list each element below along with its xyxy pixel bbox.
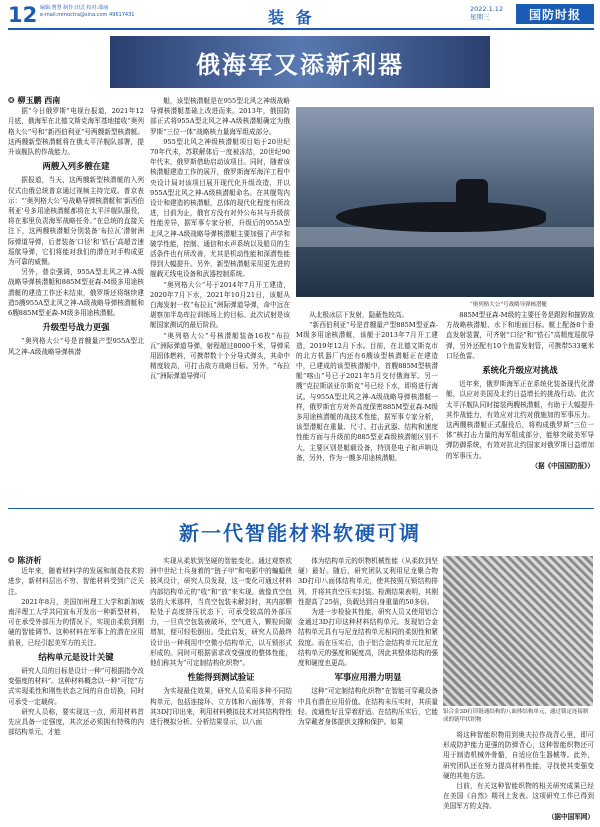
article2-subhead-1: 结构单元是设计关键 [38, 651, 114, 662]
editor-line: e-mail:mmoctra@sina.com 49617431 [40, 12, 135, 18]
submarine-hull [336, 202, 546, 232]
editor-line: 编辑:曹慧 制作:田式 校对:邵丽 [40, 5, 109, 11]
date-text: 2022.1.12 [470, 5, 504, 13]
paragraph: 将这种智能织物用到奥夫拉作战背心里，即可形成防护能力更强的防弹背心，这种智能织物还可用于制造机械外骨骼，自适应仿生器械等。此外，研究团队还在努力提高材料性能，寻找使其变强变硬的其他方法。 [443, 731, 594, 780]
paragraph: 艇，该型核潜艇是在955型北风之神级战略导弹核潜艇基础上改进而来。2013年，俄国防部正式将955A型北风之神-A级核潜艇确定为俄罗斯“三位一体”战略核力量海军组成部分。 [150, 97, 290, 136]
article2-subhead-2: 性能得到测试验证 [187, 672, 255, 683]
section-title: 装 备 [268, 8, 315, 27]
paragraph: 从北极冰层下发射，隐蔽性较高。 [309, 311, 409, 319]
article1-title: 俄海军又添新利器 [196, 50, 404, 79]
article1-column-2 [150, 96, 290, 382]
paragraph: 为实现最佳效果，研究人员采用多种不同结构单元，包括连接环、立方体和八面体等，并将其3D打印出来，利用材料模拟技术对其结构特性进行模拟分析。分析结果显示，以八面 [150, 687, 292, 727]
article2-byline: ❂ 陈济析 [8, 556, 42, 565]
article2-title: 新一代智能材料软硬可调 [179, 520, 421, 545]
newspaper-logo: 国防时报 [516, 4, 594, 24]
article1-subhead-2: 升级型号战力更强 [42, 322, 110, 333]
article2-column-2 [150, 556, 292, 727]
page-number: 12 [8, 3, 38, 27]
paragraph: “奥列格大公”号是首艘量产型955A型北风之神-A级战略导弹核潜 [8, 337, 144, 356]
article2-column-1 [8, 556, 144, 737]
paragraph: 研究人员称，要实现这一点，所用材料首先应具备一定强度，其次还必须拥有特殊的内部结构单元，才能 [8, 707, 144, 737]
article1-title-banner [110, 36, 490, 88]
article1-source: （据《中国国防报》） [531, 461, 594, 470]
paragraph: 近年来，随着材料学的发展和制造技术的进步，新材料层出不穷，智能材料受到广泛关注。 [8, 567, 144, 596]
article1-byline: ❂ 柳玉鹏 西南 [8, 96, 61, 105]
paragraph: 这种“可定制结构化织物”在智能可穿戴设备中具有潜在应用价值。在结构未压实时，其质量轻、流通性好且穿着舒适。在结构压实后，它能为穿戴者身体提供支撑和保护。如果 [298, 687, 438, 727]
paragraph: 近年来，俄罗斯海军正在系统化装备现代化潜艇，以应对美国及北约日益增长的挑战行动。此次太平洋舰队同时接装两艘核潜艇，有助于大幅提升其作战能力，有效应对北约对俄施加的军事压力。这两艘核潜艇正式服役后，将构成俄罗斯“三位一体”核打击力量的海军组成部分，能够突破美军导弹防御系统，有效对抗北约国家对俄罗斯日益增加的军事压力。 [446, 380, 594, 460]
header-rule [8, 28, 594, 30]
paragraph: 体为结构单元的织物机械性能（从柔软到坚硬）最好。随后，研究团队又利用尼龙聚合物3D打印八面体结构单元，使其按照互锁结构排列，并将其真空压实封装。检测结果表明，其刚性提高了25倍，负载达到自身重量的50多倍。 [298, 557, 438, 606]
paragraph: 据报道，当天，这两艘新型核潜艇的入列仪式由俄总统普京通过视频主持完成。普京表示：“‘奥列格大公’号战略导弹核潜艇和‘新西伯利亚’号多用途核潜艇都将在太平洋舰队服役，将在那里负责海军战略任务。”在总统的直接关注下，这两艘核潜艇分别装备‘布拉瓦’潜射洲际弹道导弹，后者装备‘口径’和‘锆石’高超音速巡航导弹，它们将能对我们的潜在对手构成更为可靠的威慑。 [8, 176, 144, 267]
paragraph: 为进一步检验其性能，研究人员又使用铝合金通过3D打印这种材料结构单元。发现铝合金结构单元具有与尼龙结构单元相同的柔韧性和紧致度。而在压实后，由于铝合金结构单元比尼龙结构单元的强度和硬度高，因此其整体结构的强度和硬度也更高。 [298, 608, 438, 668]
editor-info [40, 5, 134, 19]
paragraph: 另外，普京强调，955A型北风之神-A级战略导弹核潜艇和885M型亚森-M级多用途核潜艇的建造工作还未结束，俄罗斯还将继续建造5艘955A型北风之神-A级战略导弹核潜艇和6艘885M型亚森-M级多用途核潜艇。 [8, 268, 144, 318]
paragraph: 目前，有关这种智能织物的相关研究成果已经在美国《自然》期刊上发表。这项研究工作已得到美国军方的支持。 [443, 782, 594, 811]
article2-column-4 [443, 730, 594, 822]
article2-column-3 [298, 556, 438, 727]
paragraph: 885M型亚森-M级的主要任务是跟踪和摧毁敌方战略核潜艇、水下和地面目标。艇上配备8个垂直发射装置，可齐射“口径”和“锆石”高精度巡航导弹，另外还配有10个鱼雷发射管，可携带533毫米口径鱼雷。 [446, 311, 594, 360]
article2-source: （据中国军网） [547, 812, 594, 821]
article1-column-3 [296, 310, 438, 463]
issue-date [470, 5, 503, 21]
submarine-photo [296, 107, 594, 297]
article2-title-banner [170, 516, 430, 546]
paragraph: “奥列格大公”号核潜艇装备16枚“布拉瓦”洲际弹道导弹，射程超过8000千米，导弹采用固体燃料，可携带数十个分导式弹头，其命中精度较高，可打击敌方战略目标。另外，“布拉瓦”洲际弹道导弹可 [150, 331, 290, 381]
article1-column-1 [8, 96, 144, 357]
photo-caption: 铝合金3D打印链通结构的八面体结构单元，通过锁定连接制成的链甲状织物 [443, 709, 589, 723]
photo-caption: “奥列格大公”号战略导弹核潜艇 [470, 302, 548, 308]
paragraph: 据“今日俄罗斯”电视台报道，2021年12月底，俄海军在北德文斯克海军基地接收“奥列格大公”号和“新西伯利亚”号两艘新型核潜艇。这两艘新型核潜艇将在俄太平洋舰队部署，提升该舰队的作战能力。 [8, 107, 144, 157]
paragraph: 955型北风之神级核潜艇项目始于20世纪70年代末，苏联解体后一度被冻结，20世纪90年代末，俄罗斯借助启动该项目。同时，随着该核潜艇建造工作的展开，俄罗斯海军海洋工程中央设计局对该项目展开现代化升级改造，并以955A型北风之神-A级核潜艇命名。在其舰驾内设计和建造的核潜艇，总体的现代化程度有所改进，目前为止，俄官方没有对外公布其与升级前性能差异，据军事专家分析，升级后的955A型北风之神-A级战略导弹核潜艇主要加强了声学和破学性能，控制、通信和水声系统以及船员的生活条件也有所改善，尤其是机动性能和深潜性能得到大幅提升。另外，新型核潜艇采用更先进的舰载无线电设备和武器控制系统。 [150, 137, 290, 279]
article1-column-4 [446, 310, 594, 471]
article1-subhead-3: 系统化升级应对挑战 [482, 365, 558, 376]
article2-subhead-3: 军事应用潜力明显 [334, 672, 402, 683]
chainmail-fabric-photo [443, 556, 593, 706]
paragraph: 实现从柔软到坚硬的智能变化。通过观察欧洲中世纪士兵身着的“链子甲”和电影中的蝙蝠侠披风设计，研究人员发现，这一变化可通过材料内部结构单元的“收”和“放”来实现，就像真空包装的大米那样，当真空包装未解封时，其内部颗粒处于高度挤压状态下，可承受较高的外部压力，一旦真空包装被破坏，空气进入，颗粒间隙增加，便可轻松倒出。受此启发，研究人员最终设计出一种利用中空微小结构单元，以互锁形式形成的。同时可根据需求改变强度的整体性能，他们称其为“可定制结构化织物”。 [150, 557, 292, 668]
article-divider [8, 508, 594, 509]
article1-subhead-1: 两艘入列多艘在建 [42, 161, 110, 172]
paragraph: 2021年8月，美国加州理工大学和新加坡南洋理工大学共同宣布开发出一种新型材料，可在承受外部压力的情况下，实现由柔软到刚硬的智能调节。这种材料在军事上的潜在应用前景，已经引起美军方的关注。 [8, 597, 144, 647]
paragraph: “奥列格大公”号于2014年7月开工建造，2020年7月下水，2021年10月21日，该艇从白海发射一枚“布拉瓦”洲际弹道导弹，命中远在堪察加半岛库拉训练场上的目标。此次试射是该艇国家测试的最后阶段。 [150, 280, 290, 330]
paragraph: 研究人员的目标是设计一种“可根据指令改变强度的材料”。这种材料概念以一种“可控”方式实现柔性和刚性状态之间的自由切换，同时可承受一定载荷。 [8, 667, 144, 706]
weekday-text: 星期三 [470, 13, 490, 21]
submarine-sail [456, 179, 488, 207]
paragraph: “新西伯利亚”号是首艘量产型885M型亚森-M级多用途核潜艇，该艇于2013年7月开工建造，2019年12月下水。目前，在北德文斯克市的北方机器厂内还有6艘该型核潜艇正在建造中，已建成的该型核潜艇中，首艘885M型核潜艇“喀山”号已于2021年5月交付俄海军。另一艘“克拉斯诺亚尔斯克”号已经下水，即将进行海试。与955A型北风之神-A级战略导弹核潜艇一样，俄罗斯官方对外高度保密885M型亚森-M级多用途核潜艇的战技术性能，据军事专家分析，该型潜艇在重量、尺寸、打击武器、结构和速度性能方面与升级前的885型亚森级核潜艇区别不大，主要区别是艇载设备，特别是电子和声呐设备，另外，作为一艘多用途核潜艇， [296, 321, 438, 462]
